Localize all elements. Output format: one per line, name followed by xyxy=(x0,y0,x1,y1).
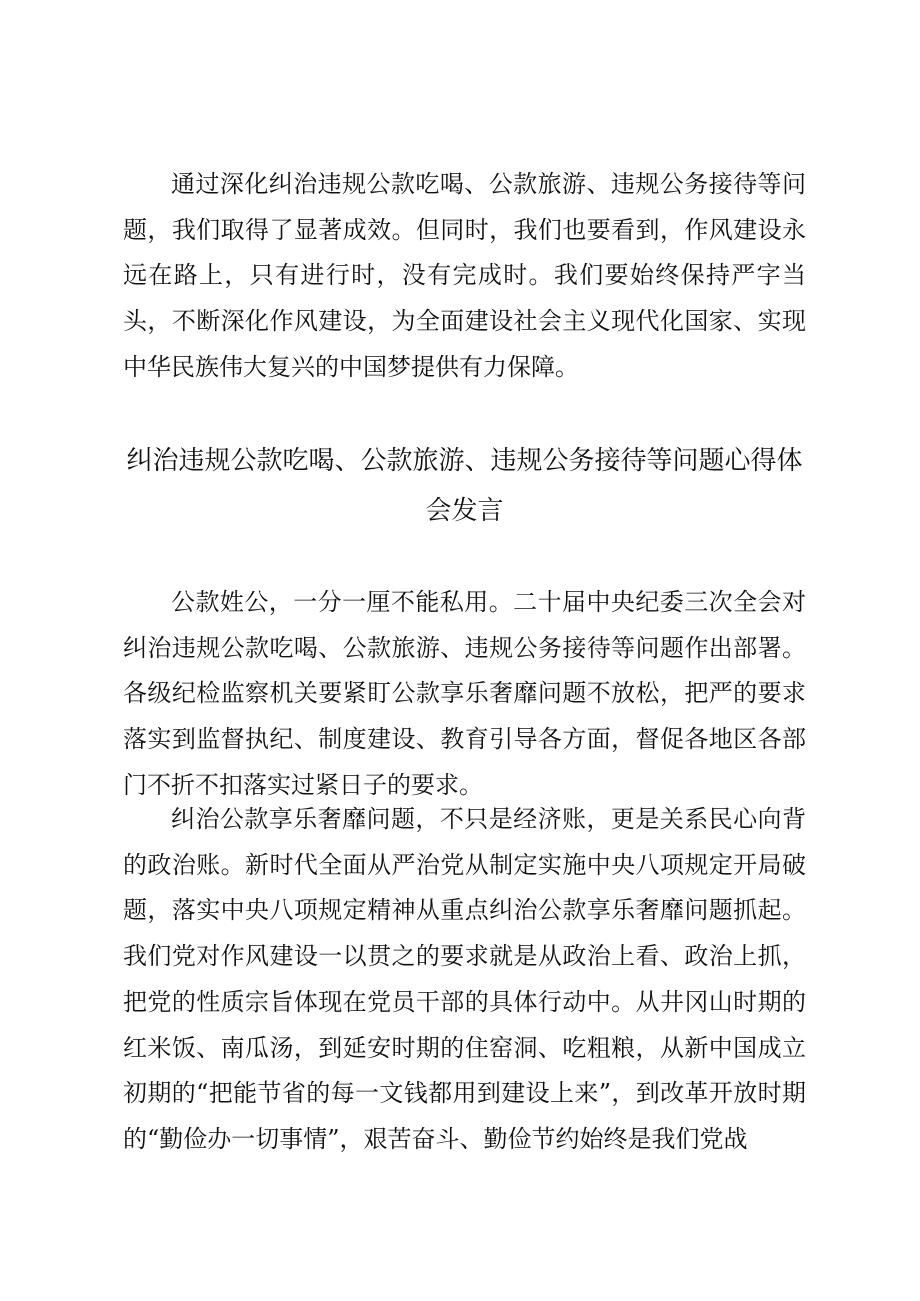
body-paragraph: 公款姓公，一分一厘不能私用。二十届中央纪委三次全会对纠治违规公款吃喝、公款旅游、违规公务接待等问题作出部署。各级纪检监察机关要紧盯公款享乐奢靡问题不放松，把严的要求落实到监督执纪、制度建设、教育引导各方面，督促各地区各部门不折不扣落实过紧日子的要求。 xyxy=(123,588,806,799)
article-heading: 纠治违规公款吃喝、公款旅游、违规公务接待等问题心得体会发言 xyxy=(126,446,803,526)
closing-paragraph: 通过深化纠治违规公款吃喝、公款旅游、违规公务接待等问题，我们取得了显著成效。但同时，我们也要看到，作风建设永远在路上，只有进行时，没有完成时。我们要始终保持严字当头，不断深化作风建设，为全面建设社会主义现代化国家、实现中华民族伟大复兴的中国梦提供有力保障。 xyxy=(123,170,806,381)
body-paragraph: 纠治公款享乐奢靡问题，不只是经济账，更是关系民心向背的政治账。新时代全面从严治党从制定实施中央八项规定开局破题，落实中央八项规定精神从重点纠治公款享乐奢靡问题抓起。我们党对作风建设一以贯之的要求就是从政治上看、政治上抓，把党的性质宗旨体现在党员干部的具体行动中。从井冈山时期的红米饭、南瓜汤，到延安时期的住窑洞、吃粗粮，从新中国成立初期的“把能节省的每一文钱都用到建设上来”，到改革开放时期的“勤俭办一切事情”，艰苦奋斗、勤俭节约始终是我们党战 xyxy=(123,805,806,1153)
